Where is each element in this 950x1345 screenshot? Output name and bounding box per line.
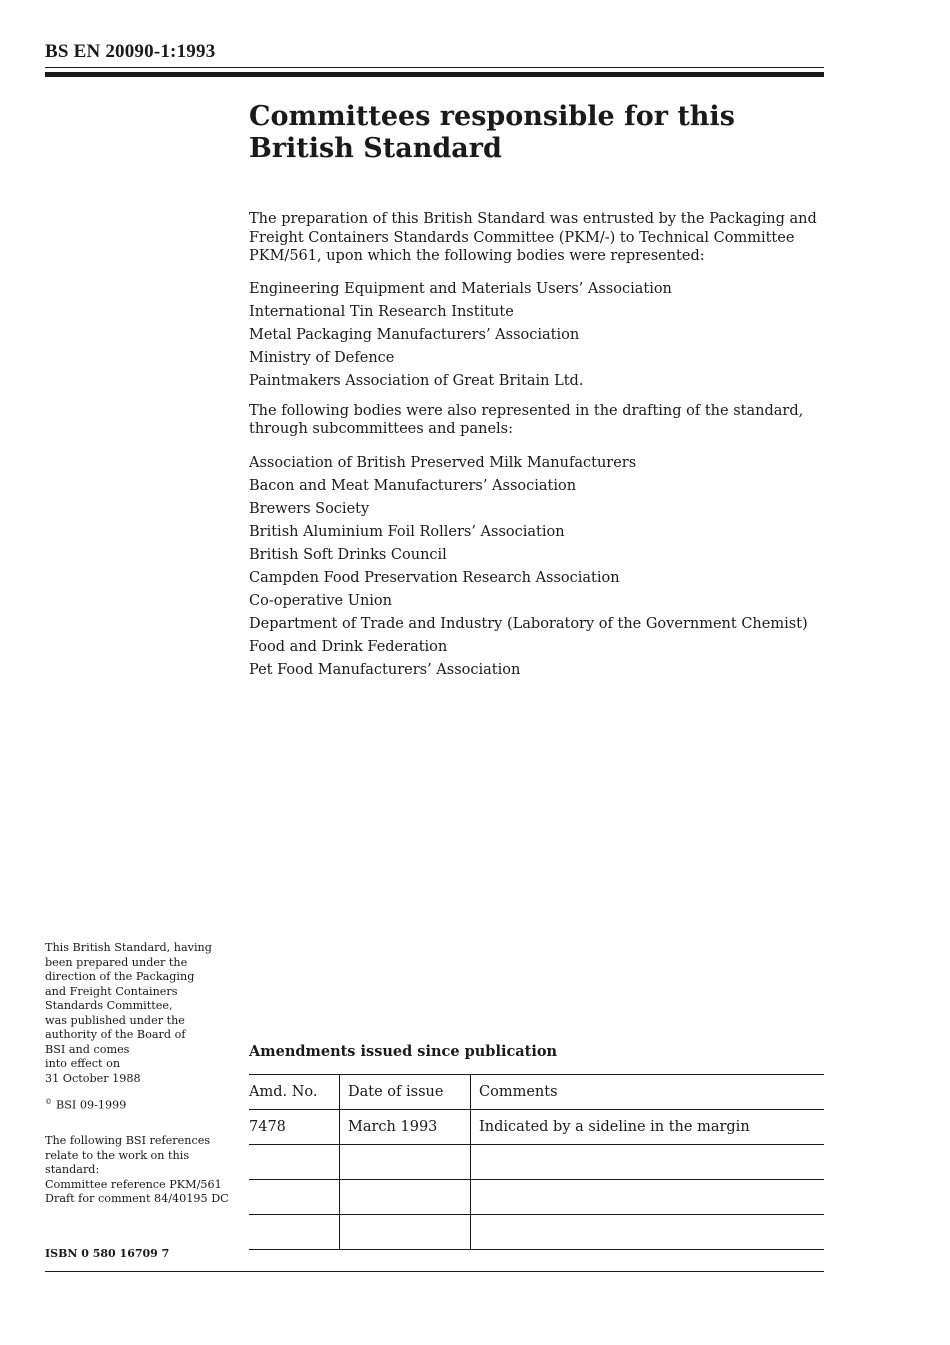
amendments-heading: Amendments issued since publication	[249, 1043, 558, 1060]
table-cell: 7478	[249, 1110, 340, 1145]
list-item: Brewers Society	[249, 500, 370, 517]
list-item: British Aluminium Foil Rollers’ Association	[249, 523, 565, 540]
list-item: Engineering Equipment and Materials Users’ Association	[249, 280, 672, 297]
table-row	[249, 1110, 824, 1145]
list-item: British Soft Drinks Council	[249, 546, 447, 563]
publication-line: been prepared under the	[45, 955, 188, 969]
publication-line: into effect on	[45, 1057, 121, 1070]
list-item: Pet Food Manufacturers’ Association	[249, 661, 521, 678]
publication-line: was published under the	[45, 1013, 185, 1027]
document-id: BS EN 20090-1:1993	[45, 41, 216, 62]
publication-line: This British Standard, having	[45, 941, 212, 954]
amendments-table	[249, 1074, 824, 1250]
publication-sidebar	[45, 941, 240, 1207]
table-cell	[249, 1180, 340, 1215]
list-item: Campden Food Preservation Research Association	[249, 569, 620, 586]
page-title	[249, 101, 809, 165]
list-item: International Tin Research Institute	[249, 303, 514, 320]
table-cell	[249, 1215, 340, 1250]
title-line-1: Committees responsible for this	[249, 101, 735, 132]
header-rule-thick	[45, 72, 824, 77]
bsi-references	[45, 1134, 240, 1207]
copyright-symbol: ©	[45, 1098, 52, 1106]
table-cell	[340, 1215, 471, 1250]
table-header-row	[249, 1075, 824, 1110]
table-cell	[340, 1145, 471, 1180]
title-line-2: British Standard	[249, 133, 502, 164]
intro-paragraph-2: The following bodies were also represented in the drafting of the standard, through subcommittees and panels:	[249, 402, 804, 437]
table-cell: Indicated by a sideline in the margin	[471, 1110, 825, 1145]
list-item: Ministry of Defence	[249, 349, 395, 366]
table-row	[249, 1215, 824, 1250]
table-cell	[249, 1145, 340, 1180]
publication-line: Standards Committee,	[45, 999, 173, 1012]
table-row	[249, 1145, 824, 1180]
publication-line: authority of the Board of	[45, 1028, 186, 1041]
represented-bodies-list	[249, 278, 829, 393]
table-cell	[340, 1180, 471, 1215]
reference-line: The following BSI references	[45, 1134, 211, 1148]
drafting-bodies-list	[249, 452, 829, 682]
isbn: ISBN 0 580 16709 7	[45, 1247, 170, 1260]
header-rule-thin	[45, 67, 824, 68]
publication-line: direction of the Packaging	[45, 970, 195, 983]
reference-line: standard:	[45, 1163, 100, 1177]
list-item: Paintmakers Association of Great Britain Ltd.	[249, 372, 584, 389]
column-header-comments: Comments	[471, 1075, 825, 1110]
list-item: Food and Drink Federation	[249, 638, 448, 655]
publication-line: and Freight Containers	[45, 984, 178, 998]
table-cell	[471, 1145, 825, 1180]
publication-line: 31 October 1988	[45, 1071, 141, 1085]
table-cell	[471, 1180, 825, 1215]
reference-line: relate to the work on this	[45, 1148, 190, 1162]
copyright-text: BSI 09-1999	[56, 1098, 127, 1112]
list-item: Department of Trade and Industry (Laboratory of the Government Chemist)	[249, 615, 808, 632]
column-header-amd-no: Amd. No.	[249, 1075, 340, 1110]
list-item: Metal Packaging Manufacturers’ Association	[249, 326, 580, 343]
reference-line: Draft for comment 84/40195 DC	[45, 1192, 229, 1206]
publication-line: BSI and comes	[45, 1042, 130, 1056]
list-item: Association of British Preserved Milk Manufacturers	[249, 454, 637, 471]
footer-rule	[45, 1271, 824, 1272]
table-cell	[471, 1215, 825, 1250]
copyright-notice	[45, 1095, 240, 1113]
list-item: Co-operative Union	[249, 592, 393, 609]
table-cell: March 1993	[340, 1110, 471, 1145]
committees-content	[249, 210, 829, 682]
intro-paragraph-1: The preparation of this British Standard was entrusted by the Packaging and Freight Containers Standards Committee (PKM/-) to Technical Committee PKM/561, upon which the following bodies were represented:	[249, 211, 817, 264]
list-item: Bacon and Meat Manufacturers’ Association	[249, 477, 577, 494]
column-header-date: Date of issue	[340, 1075, 471, 1110]
reference-line: Committee reference PKM/561	[45, 1177, 222, 1191]
publication-statement	[45, 941, 240, 1086]
table-row	[249, 1180, 824, 1215]
